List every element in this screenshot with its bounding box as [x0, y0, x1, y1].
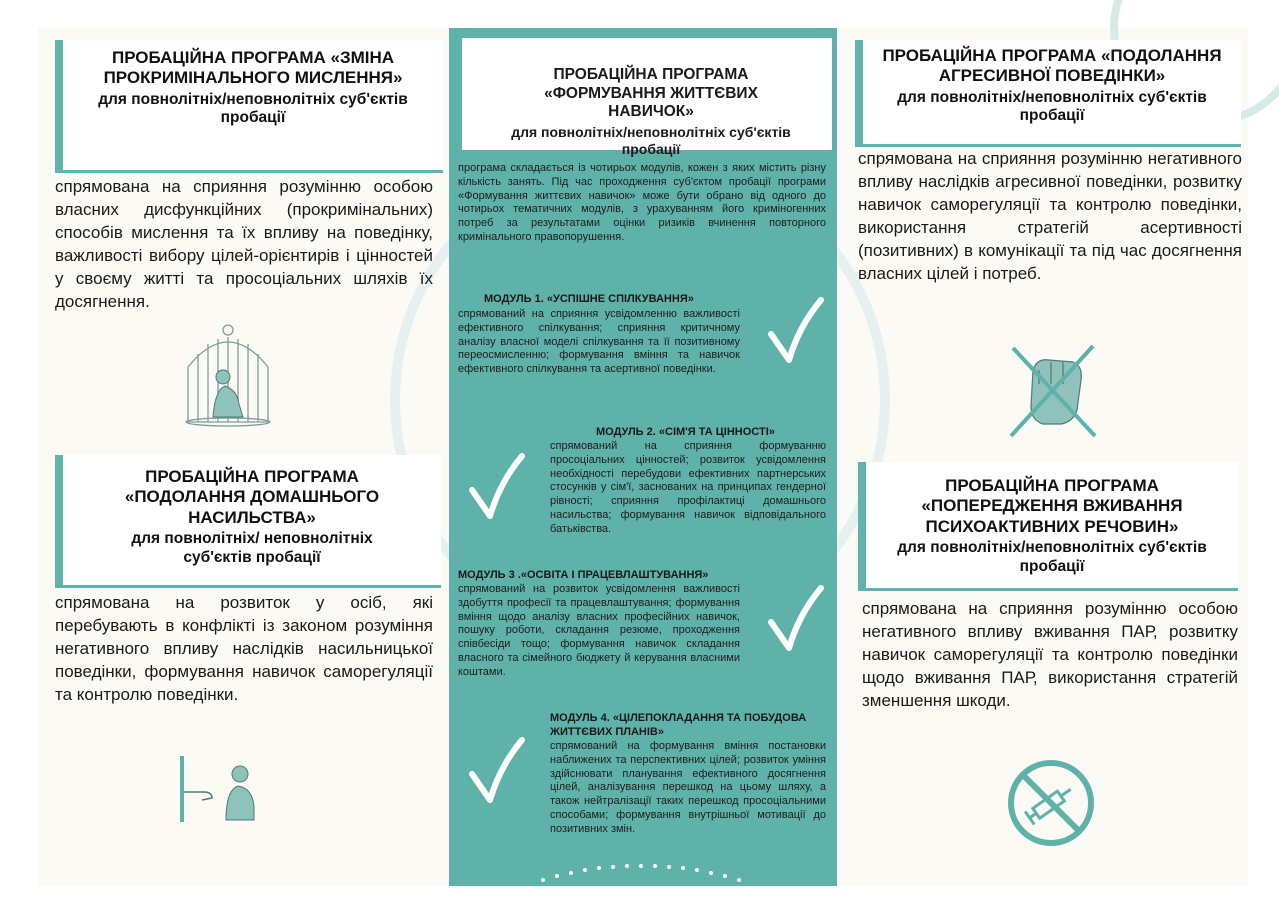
crossed-fist-icon: [1003, 340, 1103, 440]
checkmark-icon: [765, 584, 825, 654]
program-header-domestic-violence: [55, 455, 441, 588]
checkmark-icon: [466, 736, 526, 806]
program-title: ПРОБАЦІЙНА ПРОГРАМА «ПОДОЛАННЯ АГРЕСИВНОЇ ПОВЕДІНКИ»: [882, 46, 1222, 86]
program-header-prokriminal: [55, 40, 443, 173]
program-description: спрямована на розвиток у осіб, які перебувають в конфлікті із законом розуміння негативного впливу наслідків насильницької поведінки, формування навичок саморегуляції та контролю поведінки.: [55, 593, 433, 704]
program-description: спрямована на сприяння розумінню особою власних дисфункційних (прокримінальних) способів мислення та їх впливу на поведінку, важливості вибору цілей-орієнтирів і цінностей у своєму житті та просоціальних шляхів їх досягнення.: [55, 177, 433, 311]
no-syringe-icon: [1003, 755, 1099, 851]
module-2-title: МОДУЛЬ 2. «СІМ'Я ТА ЦІННОСТІ»: [596, 426, 775, 438]
program-subtitle: для повнолітніх/неповнолітніх суб'єктів пробації: [511, 123, 791, 157]
checkmark-icon: [765, 296, 825, 366]
program-header-psychoactive: [858, 462, 1238, 591]
module-2-text: спрямований на сприяння формуванню просоціальних цінностей; розвиток усвідомлення необхідності перебудови ефективних партнерських стосунків у сім'ї, заснованих на принципах гендерної рівності; сприяння профілактиці домашнього насильства; формування навичок відповідального батьківства.: [550, 440, 826, 535]
checkmark-icon: [466, 452, 526, 522]
program-intro: програма складається із чотирьох модулів, кожен з яких містить різну кількість занять. Під час проходження суб'єктом пробації програми «Формування життєвих навичок» може бути обрано від одного до чотирьох тематичних модулів, з урахуванням його криміногенних потреб за результатами оцінки ризиків вчинення повторного кримінального правопорушення.: [458, 162, 826, 243]
bird-cage-person-icon: [173, 322, 283, 432]
module-4-title: МОДУЛЬ 4. «ЦІЛЕПОКЛАДАННЯ ТА ПОБУДОВА ЖИТТЄВИХ ПЛАНІВ»: [550, 712, 807, 738]
program-subtitle: для повнолітніх/неповнолітніх суб'єктів пробації: [98, 90, 408, 127]
program-title: ПРОБАЦІЙНА ПРОГРАМА «ЗМІНА ПРОКРИМІНАЛЬНОГО МИСЛЕННЯ»: [103, 48, 403, 88]
program-title: ПРОБАЦІЙНА ПРОГРАМА «ПОПЕРЕДЖЕННЯ ВЖИВАННЯ ПСИХОАКТИВНИХ РЕЧОВИН»: [921, 476, 1183, 536]
program-subtitle: для повнолітніх/неповнолітніх суб'єктів пробації: [897, 88, 1207, 125]
program-subtitle: для повнолітніх/неповнолітніх суб'єктів пробації: [897, 539, 1207, 575]
hand-and-sitting-person-icon: [178, 752, 268, 827]
program-header-aggression: [855, 40, 1241, 147]
program-header-life-skills: [462, 38, 832, 157]
module-1-text: спрямований на сприяння усвідомленню важливості ефективного спілкування; сприяння критичному аналізу власної моделі спілкування та її позитивному переосмисленню; формування вміння та навичок ефективного спілкування та асертивної поведінки.: [458, 308, 740, 375]
module-1-title: МОДУЛЬ 1. «УСПІШНЕ СПІЛКУВАННЯ»: [484, 293, 694, 305]
program-title: ПРОБАЦІЙНА ПРОГРАМА «ПОДОЛАННЯ ДОМАШНЬОГО НАСИЛЬСТВА»: [124, 467, 380, 527]
program-description: спрямована на сприяння розумінню негативного впливу наслідків агресивної поведінки, розвитку навичок саморегуляції та контролю поведінки, використання стратегій асертивності (позитивних) в комунікації та під час досягнення власних цілей і потреб.: [858, 149, 1242, 283]
program-subtitle: для повнолітніх/ неповнолітніх суб'єктів пробації: [131, 530, 373, 566]
program-title: ПРОБАЦІЙНА ПРОГРАМА «ФОРМУВАННЯ ЖИТТЄВИХ НАВИЧОК»: [544, 66, 758, 121]
decorative-dots: [533, 852, 753, 886]
module-3-text: спрямований на розвиток усвідомлення важливості здобуття професії та працевлаштування; формування вміння щодо аналізу власних професійних навичок, пошуку роботи, складання резюме, проходження співбесіди тощо; формування навичок складання власного та сімейного бюджету й керування власними коштами.: [458, 583, 740, 678]
module-3-title: МОДУЛЬ 3 .«ОСВІТА І ПРАЦЕВЛАШТУВАННЯ»: [458, 569, 709, 581]
module-4-text: спрямований на формування вміння постановки наближених та перспективних цілей; розвиток уміння здійснювати планування ефективного досягнення цілей, аналізування перешкод на цьому шляху, а також нейтралізації таких перешкод просоціальними способами; формування внутрішньої мотивації до позитивних змін.: [550, 740, 826, 835]
program-description: спрямована на сприяння розумінню особою негативного впливу вживання ПАР, розвитку навичок саморегуляції та контролю поведінки щодо вживання ПАР, використання стратегій зменшення шкоди.: [862, 599, 1238, 710]
